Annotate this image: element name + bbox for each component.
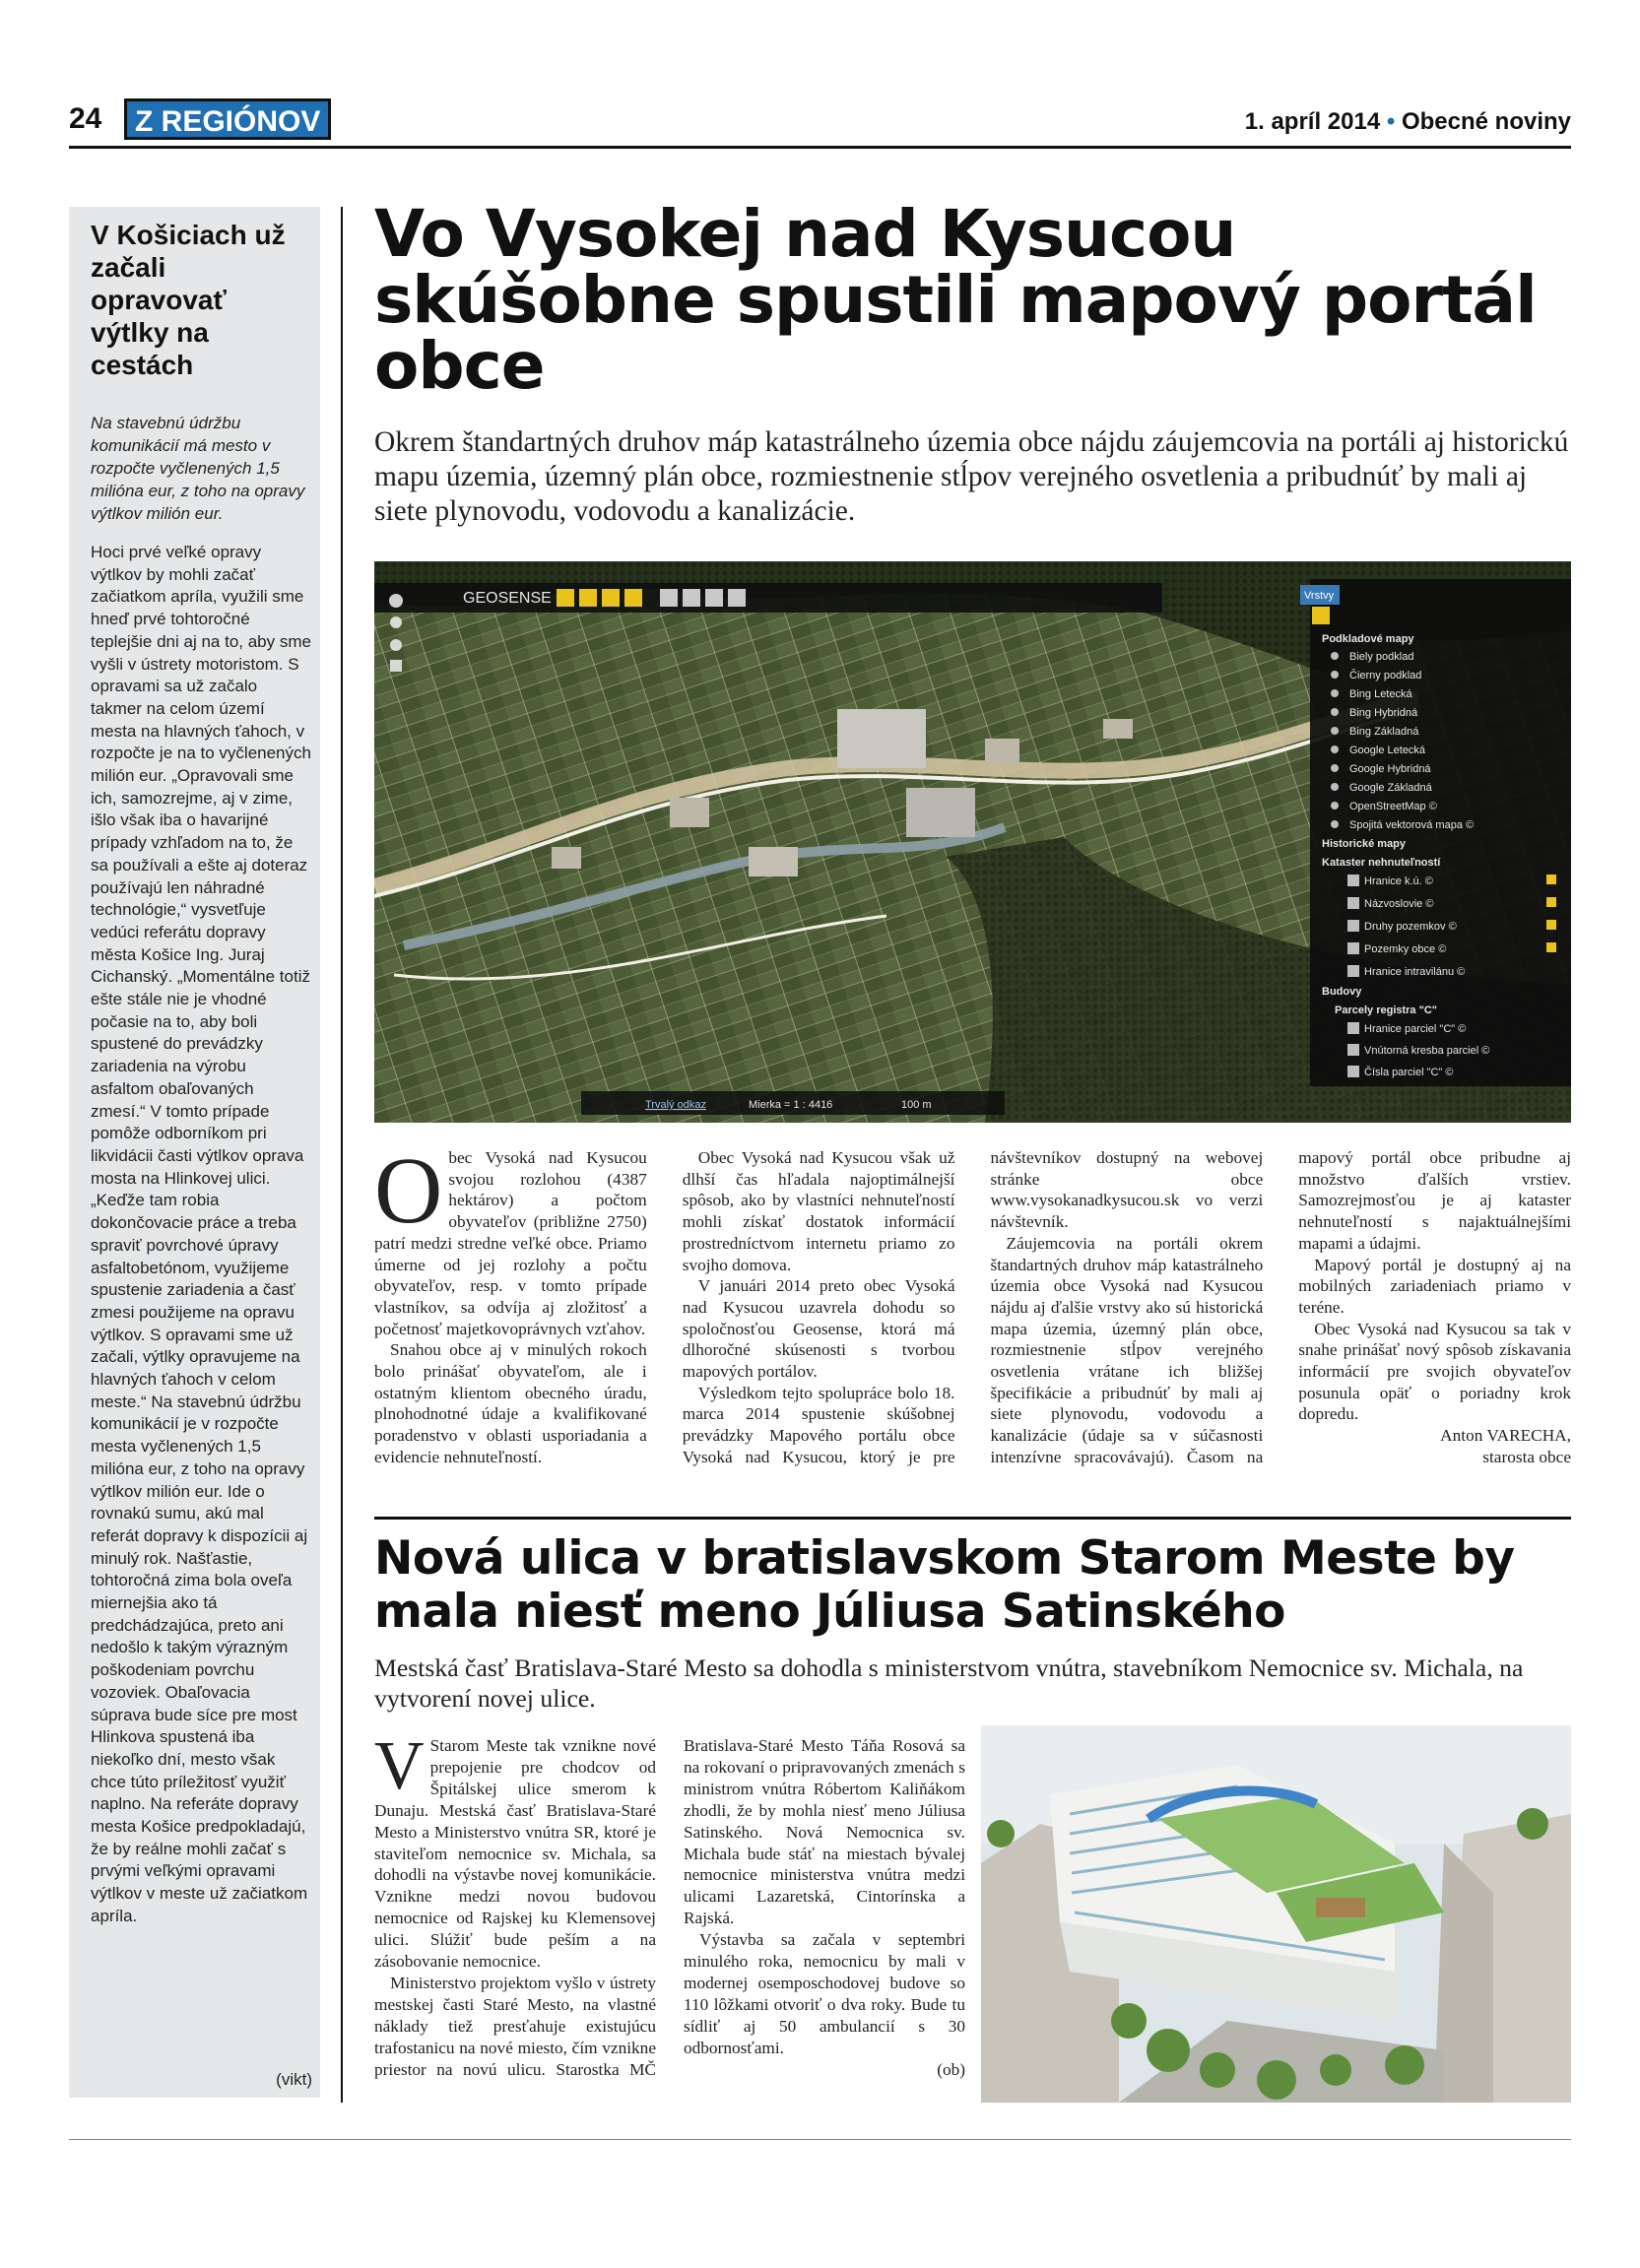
- article2-paragraph: V Starom Meste tak vznikne nové prepojenie pre chodcov od Špitálskej ulice smerom k Dunaju. Mestská časť Bratislava-Staré Mesto a Ministerstvo vnútra SR, ktoré je staviteľom nemocnice sv. Michala, sa dohodli na výstavbe novej komunikácie. Vznikne medzi novou budovou nemocnice od Rajskej ku Klemensovej ulici. Slúžiť bude peším a na zásobovanie nemocnice.: [374, 1728, 656, 1972]
- sidebar-title: V Košiciach už začali opravovať výtlky na cestách: [91, 220, 286, 380]
- hospital-image: [981, 1725, 1571, 2103]
- page-number: 24: [69, 102, 102, 135]
- map-brand: GEOSENSE: [463, 590, 552, 607]
- layer-item[interactable]: Biely podklad: [1349, 651, 1414, 663]
- map-portal-screenshot: [374, 561, 1571, 1123]
- layer-item[interactable]: Vnútorná kresba parciel ©: [1364, 1045, 1490, 1057]
- layer-item[interactable]: Spojitá vektorová mapa ©: [1349, 819, 1475, 831]
- article2-paragraph: Výstavba sa začala v septembri minulého roka, nemocnicu by mali v modernej osemposchodovej budove so 110 lôžkami otvoriť o dva roky. Bude tu sídliť aj 50 ambulancií s 30 odbornosťami.: [684, 1930, 965, 2057]
- article2-dropcap: V: [374, 1728, 425, 1804]
- article1-paragraph: V januári 2014 preto obec Vysoká nad Kysucou uzavrela dohodu so spoločnosťou Geosense, ktorá má dlhoročné skúsenosti s tvorbou mapových portálov.: [682, 1276, 955, 1382]
- permalink-link[interactable]: Trvalý odkaz: [645, 1099, 706, 1111]
- header-bullet: •: [1386, 108, 1396, 135]
- layer-item[interactable]: Názvoslovie ©: [1364, 898, 1434, 910]
- layer-item[interactable]: Google Základná: [1349, 782, 1432, 794]
- layer-item[interactable]: Bing Hybridná: [1349, 707, 1418, 719]
- section-label: Z REGIÓNOV: [124, 98, 331, 140]
- article1-signature-name: Anton VARECHA,: [1440, 1426, 1571, 1446]
- article1-paragraph: Obec Vysoká nad Kysucou sa tak v snahe prinášať nový spôsob získavania informácií pre svojich obyvateľov posunula opäť o poriadny krok dopredu.: [1298, 1319, 1571, 1424]
- map-image: [374, 561, 1571, 1123]
- article-separator: [374, 1517, 1571, 1520]
- layer-item[interactable]: Čísla parciel "C" ©: [1364, 1067, 1454, 1078]
- layer-item[interactable]: Hranice parciel "C" ©: [1364, 1023, 1467, 1035]
- panel-section-historic[interactable]: Historické mapy: [1322, 838, 1406, 850]
- footer-rule: [69, 2139, 1571, 2140]
- sidebar-signature: (vikt): [276, 2070, 312, 2089]
- article1-paragraph: Obec Vysoká nad Kysucou svojou rozlohou (4387 hektárov) a počtom obyvateľov (približne 2750) patrí medzi stredne veľké obce. Priamo úmerne od jej rozlohy a počtu obyvateľov, resp. v tomto prípade vlastníkov, sa odvíja aj zložitosť a početnosť majetkovoprávnych vzťahov.: [374, 1137, 647, 1338]
- panel-section-buildings[interactable]: Budovy: [1322, 986, 1362, 998]
- layer-item[interactable]: Druhy pozemkov ©: [1364, 921, 1457, 933]
- article2-body: [374, 1728, 965, 2109]
- map-scale: Mierka = 1 : 4416: [749, 1099, 833, 1111]
- article1-body: [374, 1137, 1571, 1510]
- scale-bar-label: 100 m: [901, 1099, 932, 1111]
- layer-item[interactable]: Google Letecká: [1349, 745, 1426, 756]
- hospital-rendering: [981, 1725, 1571, 2103]
- article2-lead: Mestská časť Bratislava-Staré Mesto sa dohodla s ministerstvom vnútra, stavebníkom Nemocnice sv. Michala, na vytvorení novej ulice.: [374, 1653, 1524, 1713]
- publication-name: Obecné noviny: [1401, 108, 1571, 135]
- layer-item[interactable]: Čierny podklad: [1349, 670, 1422, 681]
- header-rule: [69, 146, 1571, 149]
- issue-date: 1. apríl 2014: [1244, 108, 1381, 135]
- article1-lead: Okrem štandartných druhov máp katastrálneho územia obce nájdu záujemcovia na portáli aj historickú mapu územia, územný plán obce, rozmiestnenie stĺpov verejného osvetlenia a pribudnúť by mali aj siete plynovodu, vodovodu a kanalizácie.: [374, 426, 1569, 527]
- article1-paragraph: Mapový portál je dostupný aj na mobilných zariadeniach priamo v teréne.: [1298, 1255, 1571, 1317]
- layer-item[interactable]: OpenStreetMap ©: [1349, 801, 1437, 812]
- article1-signature-role: starosta obce: [1482, 1447, 1571, 1466]
- layer-item[interactable]: Google Hybridná: [1349, 763, 1431, 775]
- layer-item[interactable]: Bing Základná: [1349, 726, 1419, 738]
- article1-paragraph: Výsledkom tejto spolupráce bolo 18. marca 2014 spustenie skúšobnej prevádzky Mapového portálu obce Vysoká nad Kysucou, ktorý je pre návštevníkov dostupný na webovej stránke obce www.vysokanadkysucou.sk vo verzi návštevník.: [682, 1148, 1264, 1466]
- article2-signature: (ob): [937, 2059, 965, 2079]
- layer-item[interactable]: Hranice intravilánu ©: [1364, 966, 1466, 978]
- panel-section-cadastre[interactable]: Kataster nehnuteľností: [1322, 857, 1441, 869]
- article1-paragraph: Snahou obce aj v minulých rokoch bolo prinášať obyvateľom, ale i ostatným klientom obecného úradu, plnohodnotné údaje a kvalifikované poradenstvo v oblasti usporiadania a evidencie nehnuteľností.: [374, 1340, 647, 1466]
- column-divider: [341, 207, 343, 2103]
- article2-title: Nová ulica v bratislavskom Starom Meste by mala niesť meno Júliusa Satinského: [374, 1531, 1515, 1639]
- article1-paragraph: Záujemcovia na portáli okrem štandartných druhov máp katastrálneho územia obce Vysoká nad Kysucou nájdu aj ďalšie vrstvy ako sú historická mapa územia, územný plán obce, rozmiestnenie stĺpov verejného osvetlenia vrátane ich bližšej špecifikácie a pribudnúť by mali aj siete plynovodu, vodovodu a kanalizácie (údaje sa v súčasnosti intenzívne spracovávajú). Časom na mapový portál obce pribudne aj množstvo ďalších vrstiev. Samozrejmosťou je aj kataster nehnuteľností s najaktuálnejšími mapami a údajmi.: [990, 1148, 1571, 1466]
- layers-button-label: Vrstvy: [1304, 590, 1335, 602]
- layer-item[interactable]: Hranice k.ú. ©: [1364, 875, 1433, 887]
- article2-paragraph: Ministerstvo projektom vyšlo v ústrety mestskej časti Staré Mesto, na vlastné náklady tiež presťahuje existujúcu trafostanicu na nové miesto, čím vznikne priestor na novú ulicu. Starostka MČ Bratislava-Staré Mesto Táňa Rosová sa na rokovaní o pripravovaných zmenách s ministrom vnútra Róbertom Kaliňákom zhodli, že by mohla niesť meno Júliusa Satinského. Nová Nemocnica sv. Michala bude stáť na miestach bývalej nemocnice ministerstva vnútra medzi ulicami Lazaretská, Cintorínska a Rajská.: [374, 1736, 965, 2079]
- sidebar-lead: Na stavebnú údržbu komunikácií má mesto v rozpočte vyčlenených 1,5 milióna eur, z toho na opravy výtlkov milión eur.: [91, 414, 305, 523]
- panel-section-base: Podkladové mapy: [1322, 633, 1414, 645]
- issue-info: [1245, 108, 1571, 136]
- panel-section-parcels[interactable]: Parcely registra "C": [1335, 1004, 1437, 1016]
- article1-dropcap: O: [374, 1137, 443, 1243]
- article1-title: Vo Vysokej nad Kysucou skúšobne spustili mapový portál obce: [374, 196, 1537, 404]
- layer-item[interactable]: Bing Letecká: [1349, 688, 1412, 700]
- sidebar-body: Hoci prvé veľké opravy výtlkov by mohli začať začiatkom apríla, využili sme hneď prvé tohtoročné teplejšie dni aj na to, aby sme vyšli v ústrety motoristom. S opravami sa už začalo takmer na celom území mesta na hlavných ťahoch, v rozpočte je na to vyčlenených milión eur. „Opravovali sme ich, samozrejme, aj v zime, išlo však iba o havarijné prípady vzhľadom na to, že sa používali a ešte aj doteraz používajú len náhradné technológie,“ vysvetľuje vedúci referátu dopravy města Košice Ing. Juraj Cichanský. „Momentálne totiž ešte stále nie je vhodné počasie na to, aby boli spustené do prevádzky zariadenia na výrobu asfaltom obaľovaných zmesí.“ V tomto prípade pomôže odborníkom pri likvidácii časti výtlkov oprava mosta na Hlinkovej ulici. „Keďže tam robia dokončovacie práce a treba spraviť povrchové úpravy asfaltobetónom, využijeme spustenie zariadenia a časť zmesi použijeme na opravu výtlkov. S opravami sme už začali, výtlky opravujeme na hlavných ťahoch v celom meste.“ Na stavebnú údržbu komunikácií je v rozpočte mesta vyčlenených 1,5 milióna eur, z toho na opravy výtlkov milión eur. Ide o rovnakú sumu, akú mal referát dopravy k dispozícii aj minulý rok. Našťastie, tohtoročná zima bola oveľa miernejšia ako tá predchádzajúca, preto ani nedošlo k takým výrazným poškodeniam povrchu vozoviek. Obaľovacia súprava bude síce pre most Hlinkova spustená iba niekoľko dní, mesto však chce túto príležitosť využiť naplno. Na referáte dopravy mesta Košice predpokladajú, že by reálne mohli začať s prvými veľkými opravami výtlkov v meste už začiatkom apríla.: [91, 543, 311, 1925]
- layer-item[interactable]: Pozemky obce ©: [1364, 943, 1447, 955]
- article1-paragraph: Obec Vysoká nad Kysucou však už dlhší čas hľadala najoptimálnejší spôsob, ako by vlastníci nehnuteľností mohli získať dostatok informácií prostredníctvom internetu priamo zo svojho domova.: [682, 1148, 955, 1274]
